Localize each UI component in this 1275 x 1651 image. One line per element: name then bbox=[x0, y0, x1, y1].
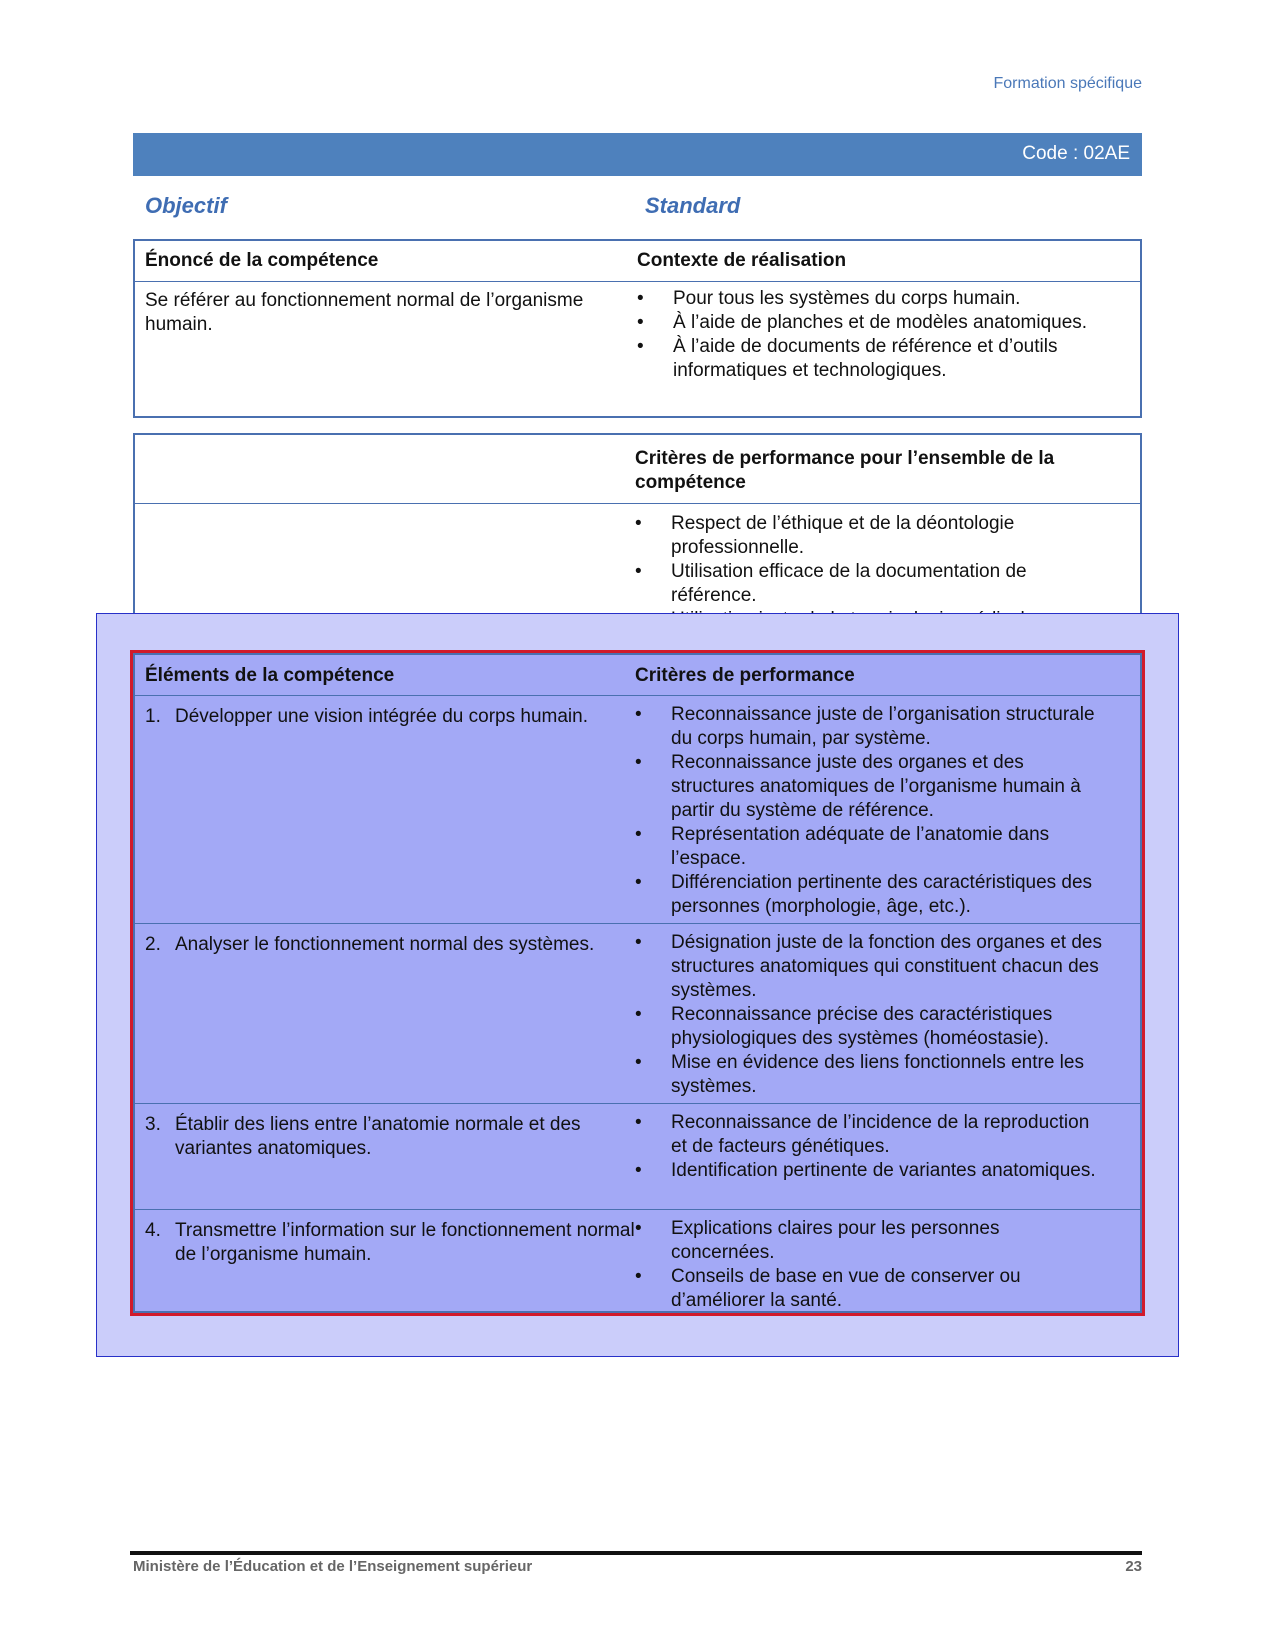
element-text: Développer une vision intégrée du corps humain. bbox=[175, 706, 588, 727]
objective-standard-row bbox=[145, 193, 1145, 223]
element-number: 2. bbox=[145, 934, 161, 955]
statement-header: Énoncé de la compétence bbox=[145, 250, 379, 271]
header-section-title: Formation spécifique bbox=[993, 75, 1142, 92]
competency-statement: Se référer au fonctionnement normal de l’organisme humain. bbox=[145, 290, 584, 335]
element-number: 4. bbox=[145, 1220, 161, 1241]
table-header-row bbox=[135, 435, 1140, 504]
table-row bbox=[135, 695, 1140, 924]
competency-code: Code : 02AE bbox=[1022, 143, 1130, 164]
element-number: 1. bbox=[145, 706, 161, 727]
objective-heading: Objectif bbox=[145, 193, 227, 218]
list-item: • Différenciation pertinente des caractéristiques des personnes (morphologie, âge, etc.). bbox=[635, 871, 1105, 919]
context-list bbox=[637, 287, 1117, 383]
list-item: • Utilisation efficace de la documentation de référence. bbox=[635, 560, 1115, 608]
standard-heading: Standard bbox=[645, 193, 741, 218]
overall-criteria-header: Critères de performance pour l’ensemble de la compétence bbox=[635, 448, 1055, 493]
elements-header: Éléments de la compétence bbox=[145, 665, 395, 686]
footer-divider bbox=[130, 1551, 1142, 1555]
statement-context-table bbox=[133, 239, 1142, 418]
page-number: 23 bbox=[1125, 1558, 1142, 1575]
list-item: • Désignation juste de la fonction des organes et des structures anatomiques qui constituent chacun des systèmes. bbox=[635, 931, 1105, 1003]
overall-criteria-table bbox=[133, 433, 1142, 635]
context-header: Contexte de réalisation bbox=[637, 250, 847, 271]
list-item: • Mise en évidence des liens fonctionnels entre les systèmes. bbox=[635, 1051, 1105, 1099]
element-text: Établir des liens entre l’anatomie normale et des variantes anatomiques. bbox=[175, 1114, 581, 1159]
list-item: • Pour tous les systèmes du corps humain. bbox=[637, 287, 1117, 311]
criteria-list bbox=[635, 703, 1105, 919]
elements-criteria-table bbox=[133, 653, 1142, 1313]
code-bar bbox=[133, 133, 1142, 176]
element-number: 3. bbox=[145, 1114, 161, 1135]
list-item: • Identification pertinente de variantes anatomiques. bbox=[635, 1159, 1105, 1183]
list-item: • Reconnaissance juste des organes et des structures anatomiques de l’organisme humain à partir du système de référence. bbox=[635, 751, 1105, 823]
table-row bbox=[135, 923, 1140, 1104]
element-text: Transmettre l’information sur le fonctionnement normal de l’organisme humain. bbox=[175, 1220, 635, 1265]
list-item: • Reconnaissance juste de l’organisation structurale du corps humain, par système. bbox=[635, 703, 1105, 751]
footer-ministry: Ministère de l’Éducation et de l’Enseignement supérieur bbox=[133, 1558, 533, 1575]
list-item: • Respect de l’éthique et de la déontologie professionnelle. bbox=[635, 512, 1115, 560]
element-text: Analyser le fonctionnement normal des systèmes. bbox=[175, 934, 595, 955]
criteria-header: Critères de performance bbox=[635, 665, 855, 686]
footer bbox=[133, 1558, 1142, 1578]
criteria-list bbox=[635, 1217, 1105, 1313]
list-item: • À l’aide de planches et de modèles anatomiques. bbox=[637, 311, 1117, 335]
list-item: • Reconnaissance de l’incidence de la reproduction et de facteurs génétiques. bbox=[635, 1111, 1105, 1159]
list-item: • Explications claires pour les personnes concernées. bbox=[635, 1217, 1105, 1265]
table-header-row bbox=[135, 241, 1140, 282]
list-item: • Conseils de base en vue de conserver ou d’améliorer la santé. bbox=[635, 1265, 1105, 1313]
criteria-list bbox=[635, 1111, 1105, 1183]
table-row bbox=[135, 1209, 1140, 1311]
list-item: • À l’aide de documents de référence et d’outils informatiques et technologiques. bbox=[637, 335, 1117, 383]
table-header-row bbox=[135, 655, 1140, 696]
table-row bbox=[135, 1103, 1140, 1210]
criteria-list bbox=[635, 931, 1105, 1099]
list-item: • Reconnaissance précise des caractéristiques physiologiques des systèmes (homéostasie). bbox=[635, 1003, 1105, 1051]
list-item: • Représentation adéquate de l’anatomie dans l’espace. bbox=[635, 823, 1105, 871]
